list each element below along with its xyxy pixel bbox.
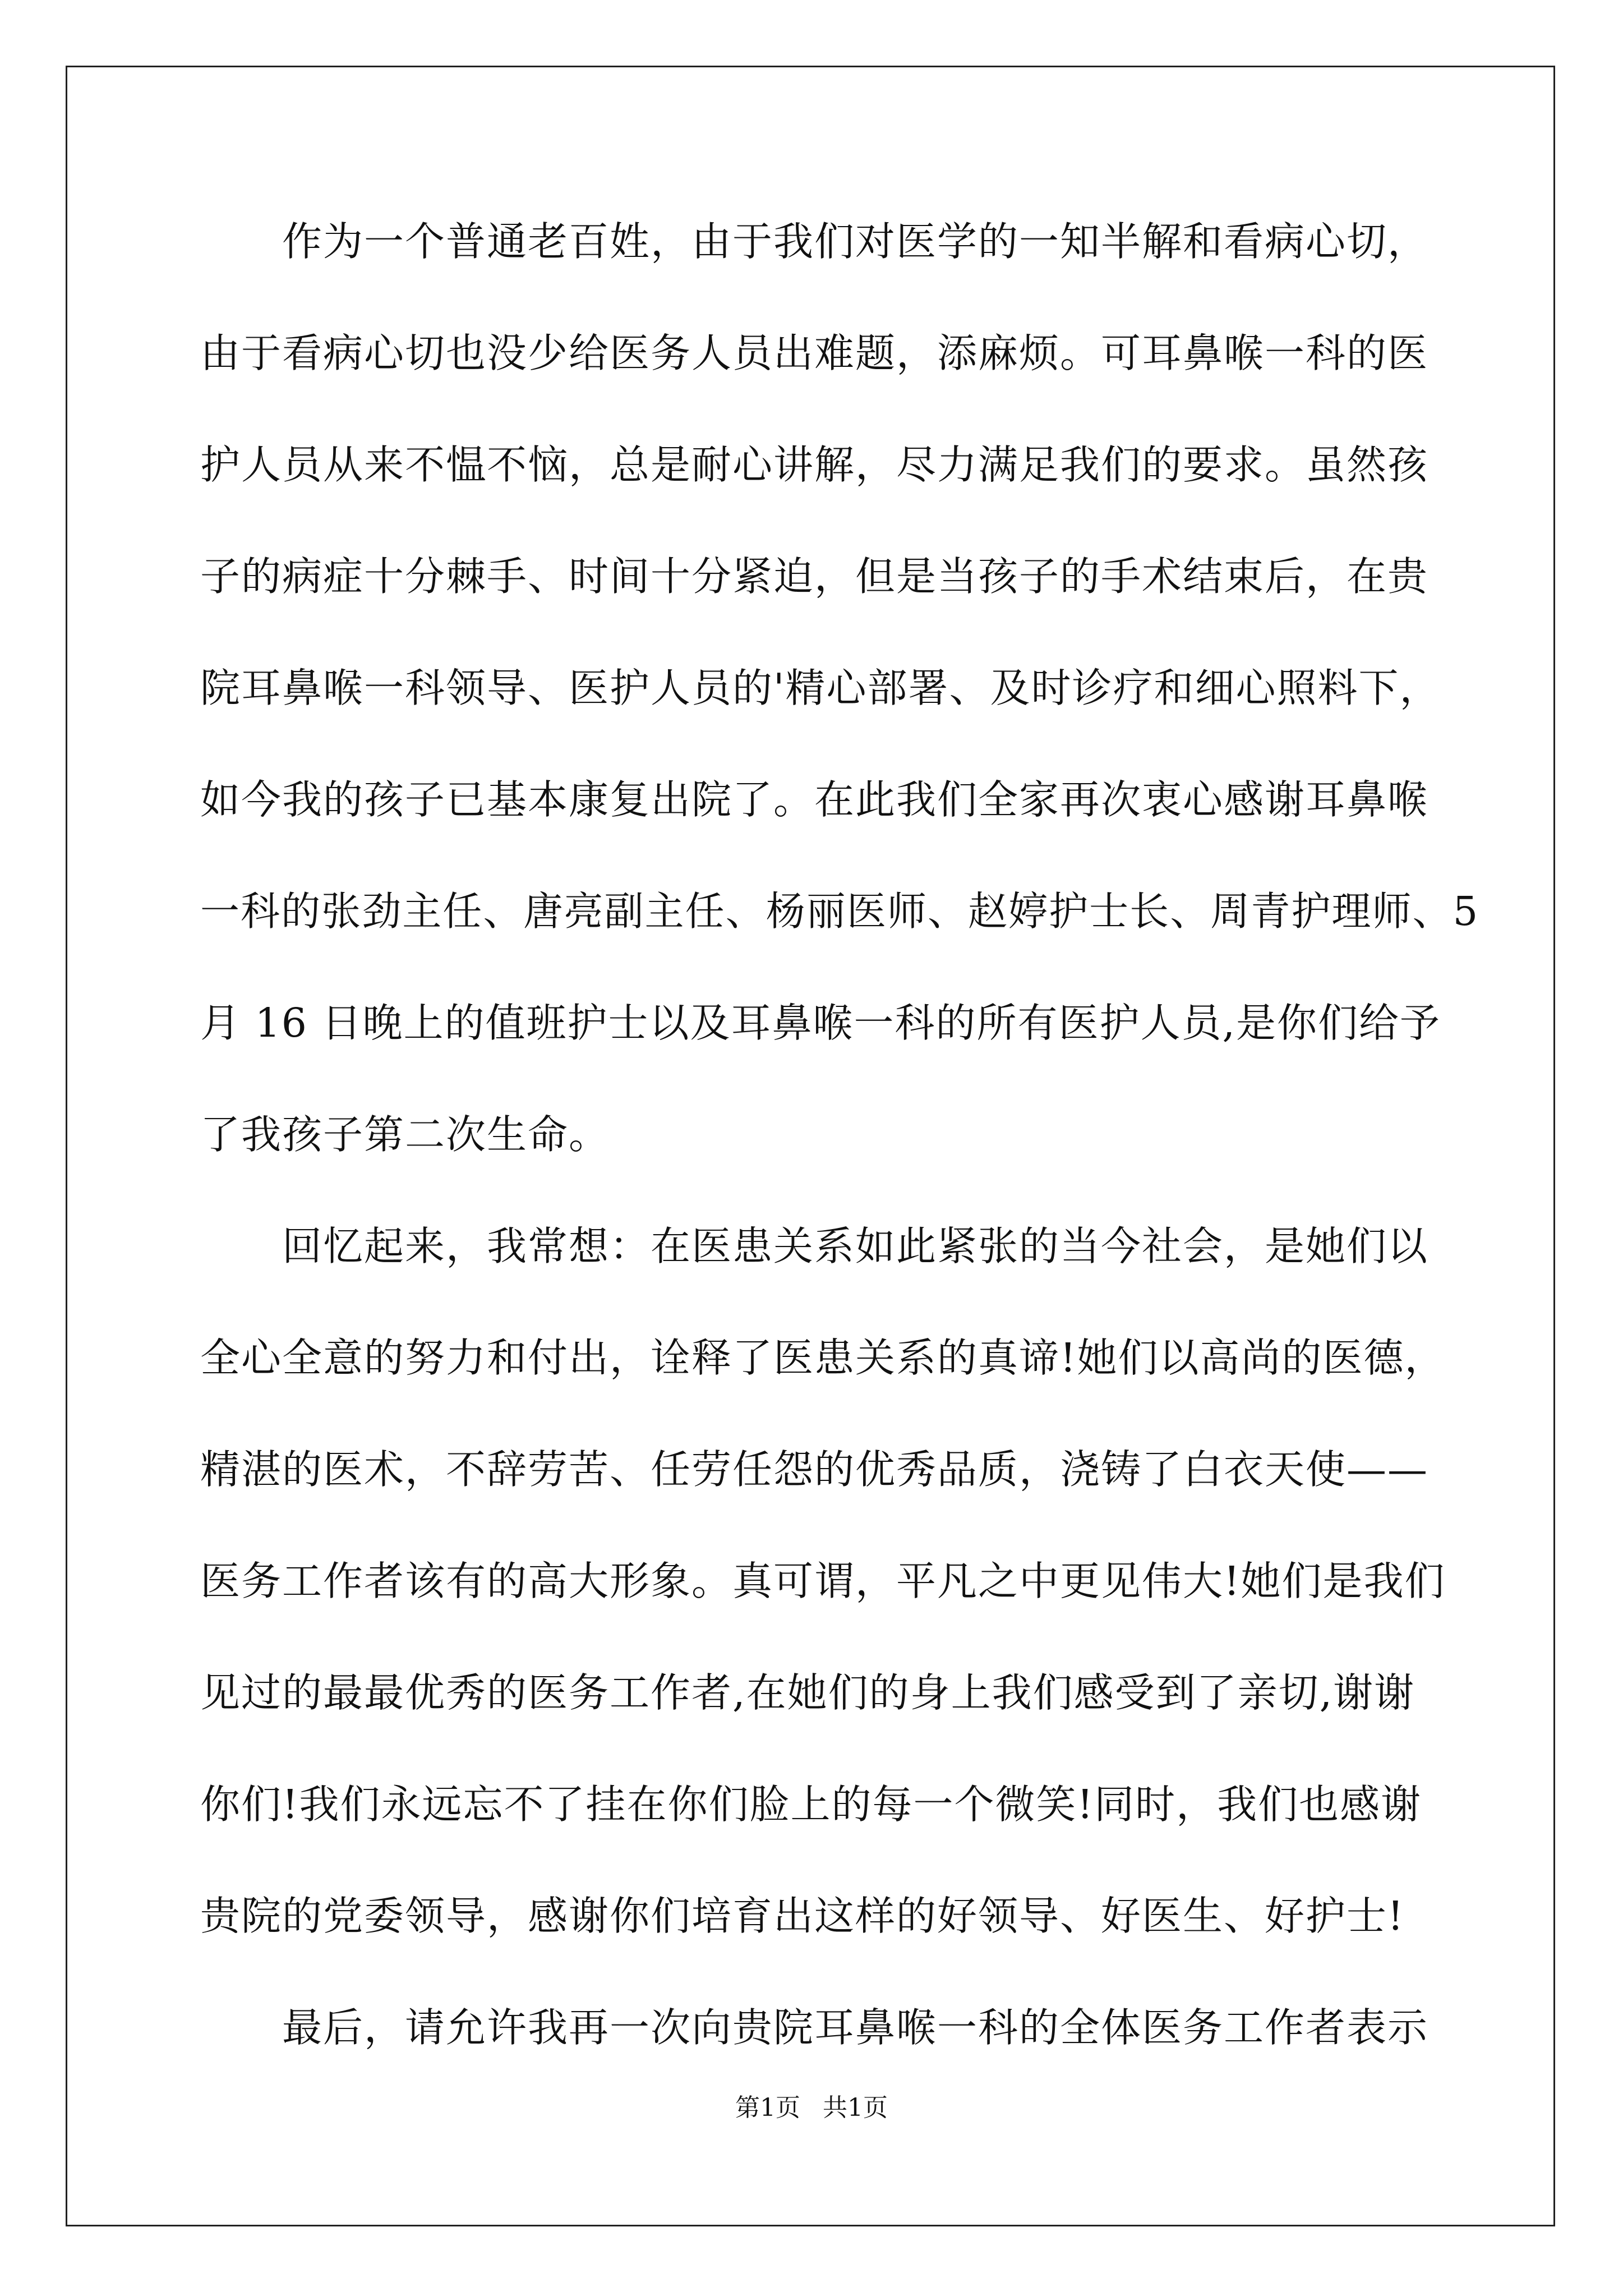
text-line: 如今我的孩子已基本康复出院了。在此我们全家再次衷心感谢耳鼻喉 bbox=[200, 776, 1429, 823]
text-line: 医务工作者该有的高大形象。真可谓，平凡之中更见伟大!她们是我们 bbox=[200, 1558, 1446, 1604]
text-line: 作为一个普通老百姓，由于我们对医学的一知半解和看病心切， bbox=[200, 218, 1429, 265]
text-line: 了我孩子第二次生命。 bbox=[200, 1111, 610, 1158]
text-line: 一科的张劲主任、唐亮副主任、杨丽医师、赵婷护士长、周青护理师、5 bbox=[200, 888, 1479, 935]
text-line: 子的病症十分棘手、时间十分紧迫，但是当孩子的手术结束后，在贵 bbox=[200, 553, 1429, 600]
text-line: 月 16 日晚上的值班护士以及耳鼻喉一科的所有医护人员,是你们给予 bbox=[200, 1000, 1441, 1046]
page-footer bbox=[0, 2091, 1623, 2125]
text-line: 由于看病心切也没少给医务人员出难题，添麻烦。可耳鼻喉一科的医 bbox=[200, 330, 1429, 376]
page-number: 第1页 bbox=[735, 2093, 800, 2122]
text-line: 贵院的党委领导，感谢你们培育出这样的好领导、好医生、好护士! bbox=[200, 1893, 1405, 1939]
text-line: 见过的最最优秀的医务工作者,在她们的身上我们感受到了亲切,谢谢 bbox=[200, 1669, 1415, 1716]
text-line: 回忆起来，我常想：在医患关系如此紧张的当今社会，是她们以 bbox=[200, 1223, 1429, 1269]
text-line: 精湛的医术，不辞劳苦、任劳任怨的优秀品质，浇铸了白衣天使—— bbox=[200, 1446, 1429, 1493]
text-line: 护人员从来不愠不恼，总是耐心讲解，尽力满足我们的要求。虽然孩 bbox=[200, 441, 1429, 488]
text-line: 最后，请允许我再一次向贵院耳鼻喉一科的全体医务工作者表示 bbox=[200, 2004, 1429, 2051]
page-total: 共1页 bbox=[823, 2093, 888, 2122]
text-line: 全心全意的努力和付出，诠释了医患关系的真谛!她们以高尚的医德， bbox=[200, 1335, 1446, 1381]
text-line: 院耳鼻喉一科领导、医护人员的'精心部署、及时诊疗和细心照料下， bbox=[200, 665, 1441, 711]
text-line: 你们!我们永远忘不了挂在你们脸上的每一个微笑!同时，我们也感谢 bbox=[200, 1781, 1422, 1828]
